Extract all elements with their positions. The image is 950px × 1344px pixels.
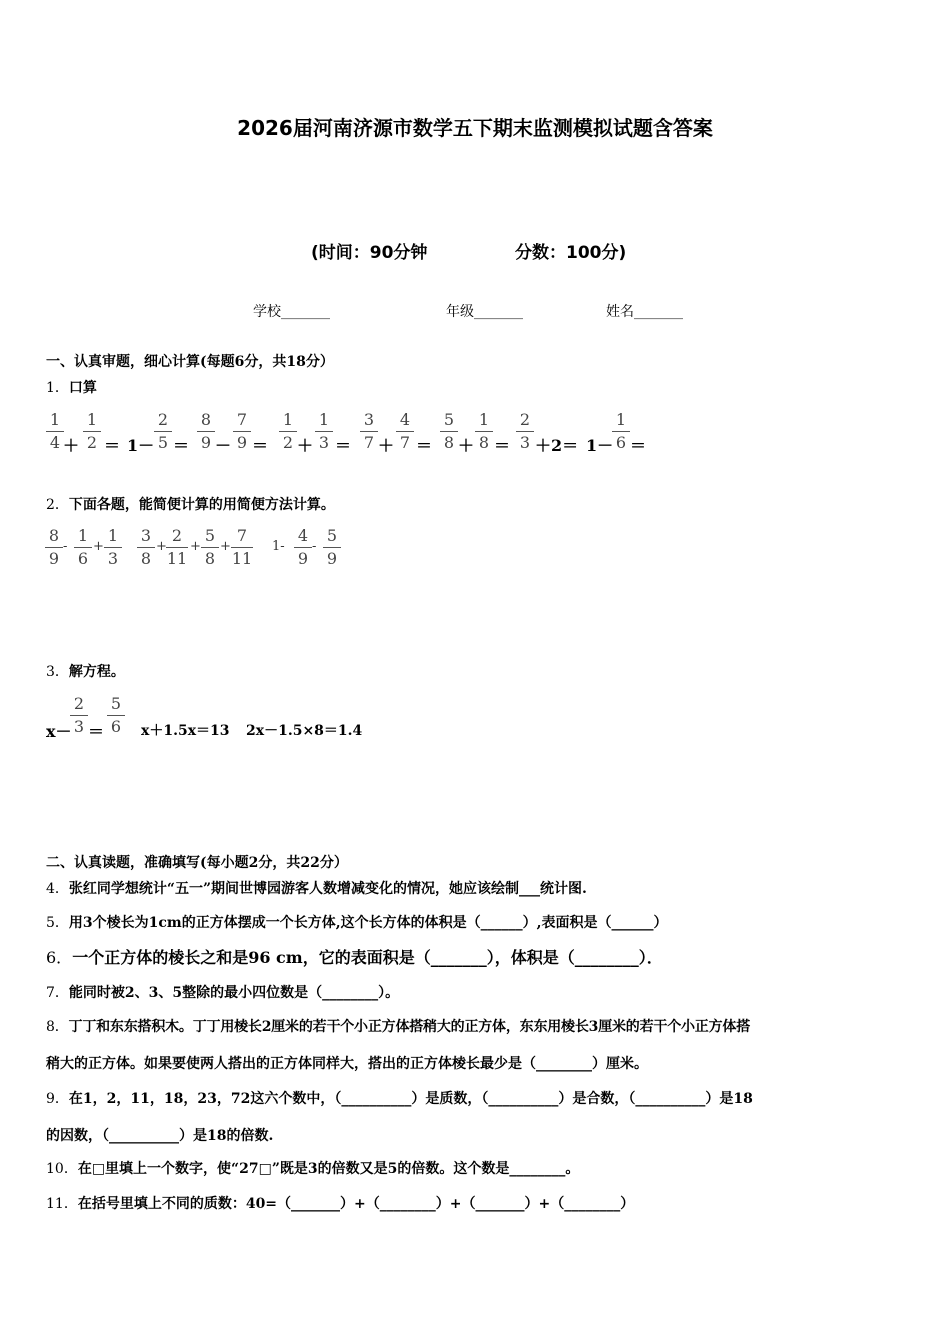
denominator: 4	[49, 433, 61, 452]
fraction-bar	[440, 431, 458, 432]
name-field[interactable]: 姓名_______	[606, 304, 683, 320]
numerator: 2	[73, 694, 85, 713]
denominator: 3	[73, 717, 85, 736]
numerator: 4	[297, 526, 309, 545]
question-4	[46, 878, 587, 898]
numerator: 7	[236, 410, 248, 429]
numerator: 1	[107, 526, 119, 545]
fraction-bar	[70, 715, 88, 716]
fraction	[46, 410, 64, 453]
numerator: 3	[140, 526, 152, 545]
operator: 1-	[272, 539, 285, 554]
question-5	[46, 912, 668, 932]
operator: ＝	[173, 436, 190, 455]
question-number: 1．	[46, 380, 69, 396]
numerator: 1	[615, 410, 627, 429]
denominator: 3	[318, 433, 330, 452]
operator: ＝	[252, 436, 269, 455]
denominator: 5	[157, 433, 169, 452]
question-text: 下面各题，能简便计算的用简便方法计算。	[68, 497, 335, 513]
operator: x－	[46, 722, 72, 741]
page-title: 2026届河南济源市数学五下期末监测模拟试题含答案	[237, 116, 713, 140]
fraction	[137, 526, 155, 569]
question-number: 6．	[46, 948, 73, 967]
denominator: 6	[77, 549, 89, 568]
fraction	[154, 410, 172, 453]
exam-time: (时间：90分钟	[311, 243, 428, 263]
question-number: 8．	[46, 1019, 69, 1035]
operator: -	[312, 539, 317, 554]
fraction	[107, 694, 125, 737]
fraction	[166, 526, 188, 569]
fraction-bar	[137, 547, 155, 548]
fraction-bar	[612, 431, 630, 432]
question-number: 4．	[46, 881, 69, 897]
section-2-heading: 二、认真读题，准确填写(每小题2分，共22分）	[46, 855, 348, 871]
denominator: 7	[363, 433, 375, 452]
fraction-bar	[231, 547, 253, 548]
operator: -	[63, 539, 68, 554]
denominator: 9	[297, 549, 309, 568]
operator: ＝	[335, 436, 352, 455]
fraction	[315, 410, 333, 453]
operator: ＝	[88, 722, 105, 741]
denominator: 2	[282, 433, 294, 452]
fraction-bar	[104, 547, 122, 548]
numerator: 1	[86, 410, 98, 429]
numerator: 5	[204, 526, 216, 545]
question-text: 一个正方体的棱长之和是96 cm，它的表面积是（_______），体积是（________）．	[72, 948, 663, 967]
fraction-bar	[516, 431, 534, 432]
fraction	[396, 410, 414, 453]
question-text: 丁丁和东东搭积木。丁丁用棱长2厘米的若干个小正方体搭稍大的正方体，东东用棱长3厘米的若干个小正方体搭	[68, 1019, 750, 1035]
operator: ＋2＝	[535, 436, 579, 455]
fraction-bar	[294, 547, 312, 548]
fraction-bar	[197, 431, 215, 432]
fraction	[104, 526, 122, 569]
question-2	[46, 494, 335, 514]
fraction	[83, 410, 101, 453]
denominator: 11	[166, 549, 188, 568]
fraction-bar	[201, 547, 219, 548]
question-11	[46, 1193, 634, 1213]
operator: ＋	[458, 436, 475, 455]
operator: ＋	[297, 436, 314, 455]
numerator: 1	[49, 410, 61, 429]
denominator: 9	[236, 433, 248, 452]
equation-2: x＋1.5x＝13	[141, 723, 230, 739]
numerator: 5	[110, 694, 122, 713]
denominator: 9	[200, 433, 212, 452]
numerator: 2	[157, 410, 169, 429]
question-text: 在□里填上一个数字，使“27□”既是3的倍数又是5的倍数。这个数是________。	[77, 1161, 580, 1177]
question-text: 在1，2，11，18，23，72这六个数中，（__________）是质数，（__________）是合数，（__________）是18	[68, 1091, 753, 1107]
question-6	[46, 945, 663, 968]
fraction-bar	[233, 431, 251, 432]
fraction	[323, 526, 341, 569]
fraction	[70, 694, 88, 737]
grade-field[interactable]: 年级_______	[446, 304, 523, 320]
operator: ＝	[416, 436, 433, 455]
denominator: 9	[48, 549, 60, 568]
numerator: 8	[200, 410, 212, 429]
fraction	[201, 526, 219, 569]
question-number: 7．	[46, 985, 69, 1001]
fraction-bar	[107, 715, 125, 716]
school-field[interactable]: 学校_______	[253, 304, 330, 320]
numerator: 4	[399, 410, 411, 429]
numerator: 1	[77, 526, 89, 545]
fraction-bar	[315, 431, 333, 432]
question-8	[46, 1016, 750, 1036]
fraction	[45, 526, 63, 569]
denominator: 7	[399, 433, 411, 452]
question-text: 用3个棱长为1cm的正方体摆成一个长方体,这个长方体的体积是（______）,表面积是（______）	[68, 915, 668, 931]
fraction	[231, 526, 253, 569]
fraction-bar	[46, 431, 64, 432]
question-number: 5．	[46, 915, 69, 931]
numerator: 2	[519, 410, 531, 429]
numerator: 5	[443, 410, 455, 429]
operator: +	[220, 539, 231, 554]
operator: ＋	[378, 436, 395, 455]
denominator: 11	[231, 549, 253, 568]
fraction-bar	[166, 547, 188, 548]
question-8-continued: 稍大的正方体。如果要使两人搭出的正方体同样大，搭出的正方体棱长最少是（________）厘米。	[46, 1056, 648, 1072]
operator: 1－	[127, 436, 155, 455]
denominator: 8	[140, 549, 152, 568]
question-7	[46, 982, 399, 1002]
numerator: 5	[326, 526, 338, 545]
operator: ＝	[104, 436, 121, 455]
question-number: 9．	[46, 1091, 69, 1107]
numerator: 1	[282, 410, 294, 429]
fraction-bar	[396, 431, 414, 432]
denominator: 8	[204, 549, 216, 568]
fraction	[360, 410, 378, 453]
fraction-bar	[154, 431, 172, 432]
question-number: 10．	[46, 1161, 78, 1177]
operator: ＝	[630, 436, 647, 455]
question-number: 11．	[46, 1196, 78, 1212]
denominator: 3	[107, 549, 119, 568]
fraction	[516, 410, 534, 453]
operator: ＝	[494, 436, 511, 455]
question-text: 在括号里填上不同的质数：40=（_______）+（________）+（_______）+（________）	[77, 1196, 635, 1212]
fraction-bar	[475, 431, 493, 432]
fraction	[440, 410, 458, 453]
fraction-bar	[279, 431, 297, 432]
operator: 1－	[586, 436, 614, 455]
question-text: 张红同学想统计“五一”期间世博园游客人数增减变化的情况，她应该绘制___统计图.	[68, 881, 587, 897]
operator: ＋	[63, 436, 80, 455]
fraction-bar	[360, 431, 378, 432]
operator: +	[190, 539, 201, 554]
denominator: 6	[615, 433, 627, 452]
denominator: 3	[519, 433, 531, 452]
numerator: 2	[171, 526, 183, 545]
denominator: 2	[86, 433, 98, 452]
fraction-bar	[83, 431, 101, 432]
fraction-bar	[323, 547, 341, 548]
denominator: 9	[326, 549, 338, 568]
fraction	[612, 410, 630, 453]
question-3	[46, 661, 125, 681]
fraction	[294, 526, 312, 569]
denominator: 8	[443, 433, 455, 452]
denominator: 8	[478, 433, 490, 452]
numerator: 8	[48, 526, 60, 545]
equation-3: 2x－1.5×8＝1.4	[246, 723, 363, 739]
question-9-continued: 的因数，（__________）是18的倍数.	[46, 1128, 274, 1144]
numerator: 1	[318, 410, 330, 429]
fraction	[74, 526, 92, 569]
question-text: 解方程。	[68, 664, 125, 680]
numerator: 3	[363, 410, 375, 429]
question-number: 2．	[46, 497, 69, 513]
question-10	[46, 1158, 579, 1178]
operator: +	[156, 539, 167, 554]
question-text: 口算	[68, 380, 97, 396]
fraction	[197, 410, 215, 453]
operator: +	[93, 539, 104, 554]
exam-score: 分数：100分)	[515, 243, 627, 263]
question-number: 3．	[46, 664, 69, 680]
numerator: 7	[236, 526, 248, 545]
fraction	[233, 410, 251, 453]
fraction-bar	[45, 547, 63, 548]
fraction	[475, 410, 493, 453]
question-9	[46, 1088, 753, 1108]
operator: －	[215, 436, 232, 455]
question-1	[46, 377, 97, 397]
question-text: 能同时被2、3、5整除的最小四位数是（________）。	[68, 985, 400, 1001]
fraction	[279, 410, 297, 453]
fraction-bar	[74, 547, 92, 548]
numerator: 1	[478, 410, 490, 429]
denominator: 6	[110, 717, 122, 736]
section-1-heading: 一、认真审题，细心计算(每题6分，共18分）	[46, 354, 334, 370]
